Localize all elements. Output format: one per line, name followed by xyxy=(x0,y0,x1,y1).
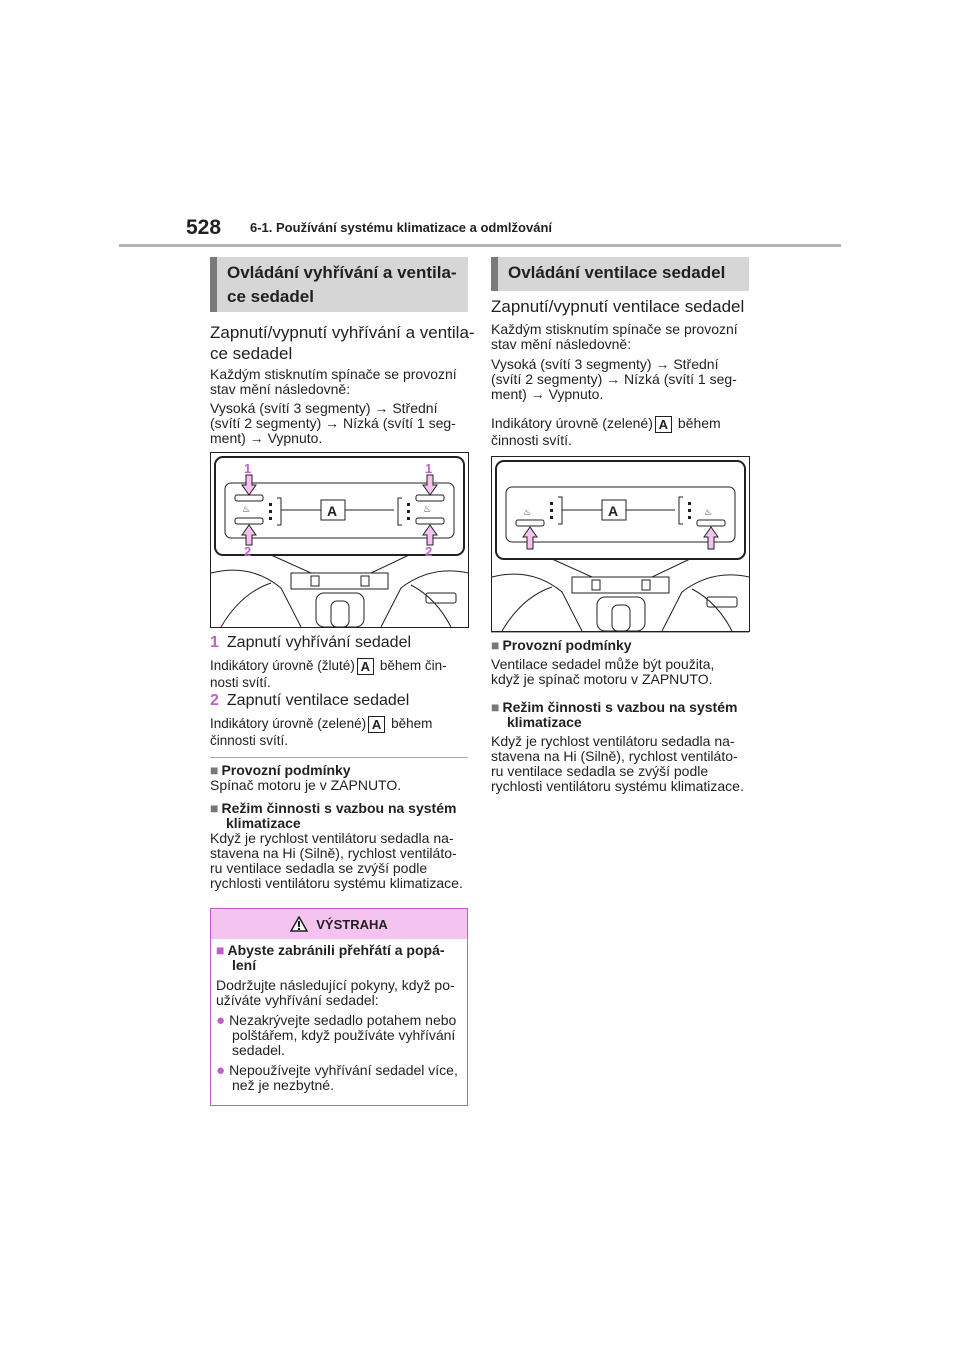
item2-desc-c: činnosti svítí. xyxy=(210,733,289,748)
right-divider xyxy=(491,632,749,633)
warning-box xyxy=(210,908,468,1106)
right-ind-b: během xyxy=(677,415,721,432)
label-a-right-figure: A xyxy=(608,503,619,519)
left-seq-line3: ment) → Vypnuto. xyxy=(210,430,323,446)
warning-b1-line2: polštářem, když používáte vyhřívání xyxy=(232,1027,456,1043)
left-item1-desc xyxy=(210,658,447,690)
left-item2-desc xyxy=(210,716,432,748)
warning-b2-line1: Nepoužívejte vyhřívání sedadel více, xyxy=(229,1062,458,1078)
left-mode-line3: ru ventilace sedadla se zvýší podle xyxy=(210,860,428,876)
left-subtitle xyxy=(210,322,475,364)
left-divider xyxy=(210,757,468,758)
warning-text2: užíváte vyhřívání sedadel: xyxy=(216,992,379,1008)
item1-number: 1 xyxy=(210,634,219,651)
fig-label-2-right: 2 xyxy=(425,544,433,559)
right-mode-title1: Režim činnosti s vazbou na systém xyxy=(502,699,738,715)
right-mode-line1: Když je rychlost ventilátoru sedadla na- xyxy=(491,733,735,749)
warning-heading: VÝSTRAHA xyxy=(316,916,388,932)
right-intro-line1: Každým stisknutím spínače se provozní xyxy=(491,321,738,337)
marker-a: A xyxy=(357,658,374,675)
fig-label-2-left: 2 xyxy=(244,544,252,559)
left-seq-line2: (svítí 2 segmenty) → Nízká (svítí 1 seg- xyxy=(210,415,456,431)
item1-desc-a: Indikátory úrovně (žluté) xyxy=(210,658,355,674)
seat-switch-illustration xyxy=(211,453,468,627)
item2-desc-b: během xyxy=(391,716,433,732)
item2-desc-a: Indikátory úrovně (zelené) xyxy=(210,716,367,732)
right-mode-title2: klimatizace xyxy=(507,714,582,730)
item2-number: 2 xyxy=(210,692,219,709)
item1-desc-c: nosti svítí. xyxy=(210,675,271,690)
fig-label-1-right: 1 xyxy=(425,461,433,476)
warning-header xyxy=(211,909,467,939)
right-intro xyxy=(491,322,738,352)
chapter-title: 6-1. Používání systému klimatizace a odmlžování xyxy=(250,220,552,235)
item2-title: Zapnutí ventilace sedadel xyxy=(226,692,410,709)
warning-body: ■ Abyste zabránili přehřátí a popá- lení Dodržujte následující pokyny, když po- užíváte vyhřívání sedadel: ● Nezakrývejte sedadlo potahem nebo polštářem, když používáte vyhřívání sedadel. ● Nepoužívejte vyhřívání sedadel více, než je nezbytné. xyxy=(211,939,467,1093)
svg-text:♨: ♨ xyxy=(242,505,251,515)
left-seq-line1: Vysoká (svítí 3 segmenty) → Střední xyxy=(210,400,438,416)
left-title-line1: Ovládání vyhřívání a ventila- xyxy=(227,263,457,282)
left-subtitle-line2: ce sedadel xyxy=(210,344,293,363)
right-mode-line2: stavena na Hi (Silně), rychlost ventiláto- xyxy=(491,748,738,764)
warning-triangle-icon xyxy=(290,916,308,932)
left-item2-title xyxy=(210,690,409,711)
right-sequence xyxy=(491,357,737,402)
right-seq-line3: ment) → Vypnuto. xyxy=(491,386,604,402)
page-number: 528 xyxy=(186,216,222,239)
right-subtitle: Zapnutí/vypnutí ventilace sedadel xyxy=(491,297,745,316)
left-subtitle-line1: Zapnutí/vypnutí vyhřívání a ventila- xyxy=(210,323,475,342)
warning-sub2: lení xyxy=(232,957,257,973)
warning-text1: Dodržujte následující pokyny, když po- xyxy=(216,977,455,993)
right-conditions: ■ Provozní podmínky Ventilace sedadel může být použita, když je spínač motoru v ZAPNUTO. xyxy=(491,637,715,687)
fig-label-1-left: 1 xyxy=(244,461,252,476)
left-mode-line1: Když je rychlost ventilátoru sedadla na- xyxy=(210,830,454,846)
header-rule xyxy=(119,244,841,247)
left-mode: ■ Režim činnosti s vazbou na systém klimatizace Když je rychlost ventilátoru sedadla na- stavena na Hi (Silně), rychlost ventiláto- ru ventilace sedadla se zvýší podle rychlosti ventilátoru systému klimatizace. xyxy=(210,801,472,891)
left-intro-line1: Každým stisknutím spínače se provozní xyxy=(210,366,457,382)
right-ind-c: činnosti svítí. xyxy=(491,432,572,448)
marker-a: A xyxy=(368,716,385,733)
left-mode-title2: klimatizace xyxy=(226,815,301,831)
warning-sub1: Abyste zabránili přehřátí a popá- xyxy=(227,942,445,958)
marker-a: A xyxy=(655,416,672,433)
right-mode-line4: rychlosti ventilátoru systému klimatizace. xyxy=(491,778,744,794)
right-seq-line2: (svítí 2 segmenty) → Nízká (svítí 1 seg- xyxy=(491,371,737,387)
left-cond-title: Provozní podmínky xyxy=(221,762,351,778)
left-intro-line2: stav mění následovně: xyxy=(210,381,351,397)
seat-ventilation-illustration xyxy=(492,457,749,631)
left-item1-title xyxy=(210,632,411,653)
right-ind-a: Indikátory úrovně (zelené) xyxy=(491,415,653,432)
svg-text:♨: ♨ xyxy=(523,508,532,518)
right-figure xyxy=(491,456,750,632)
item1-title: Zapnutí vyhřívání sedadel xyxy=(226,634,412,651)
right-mode: ■ Režim činnosti s vazbou na systém klimatizace Když je rychlost ventilátoru sedadla na- stavena na Hi (Silně), rychlost ventiláto- ru ventilace sedadla se zvýší podle rychlosti ventilátoru systému klimatizace. xyxy=(491,700,753,794)
right-seq-line1: Vysoká (svítí 3 segmenty) → Střední xyxy=(491,356,719,372)
left-mode-line4: rychlosti ventilátoru systému klimatizace. xyxy=(210,875,463,891)
warning-b2-line2: než je nezbytné. xyxy=(232,1077,334,1093)
right-indicators xyxy=(491,416,721,448)
right-cond-line1: Ventilace sedadel může být použita, xyxy=(491,656,715,672)
left-mode-line2: stavena na Hi (Silně), rychlost ventiláto- xyxy=(210,845,457,861)
right-cond-line2: když je spínač motoru v ZAPNUTO. xyxy=(491,671,713,687)
warning-b1-line3: sedadel. xyxy=(232,1042,285,1058)
right-section-title: Ovládání ventilace sedadel xyxy=(491,257,749,291)
left-figure xyxy=(210,452,469,628)
left-title-line2: ce sedadel xyxy=(227,287,314,306)
right-mode-line3: ru ventilace sedadla se zvýší podle xyxy=(491,763,709,779)
svg-text:♨: ♨ xyxy=(704,508,713,518)
warning-b1-line1: Nezakrývejte sedadlo potahem nebo xyxy=(229,1012,457,1028)
left-sequence xyxy=(210,401,456,446)
left-section-title xyxy=(210,257,468,312)
right-cond-title: Provozní podmínky xyxy=(502,637,632,653)
right-intro-line2: stav mění následovně: xyxy=(491,336,632,352)
label-a-left-figure: A xyxy=(327,503,338,519)
left-mode-title1: Režim činnosti s vazbou na systém xyxy=(221,800,457,816)
left-intro xyxy=(210,367,457,397)
left-conditions: ■ Provozní podmínky Spínač motoru je v ZAPNUTO. xyxy=(210,762,402,793)
item1-desc-b: během čin- xyxy=(379,658,447,674)
left-cond-text: Spínač motoru je v ZAPNUTO. xyxy=(210,777,402,793)
svg-text:♨: ♨ xyxy=(423,505,432,515)
